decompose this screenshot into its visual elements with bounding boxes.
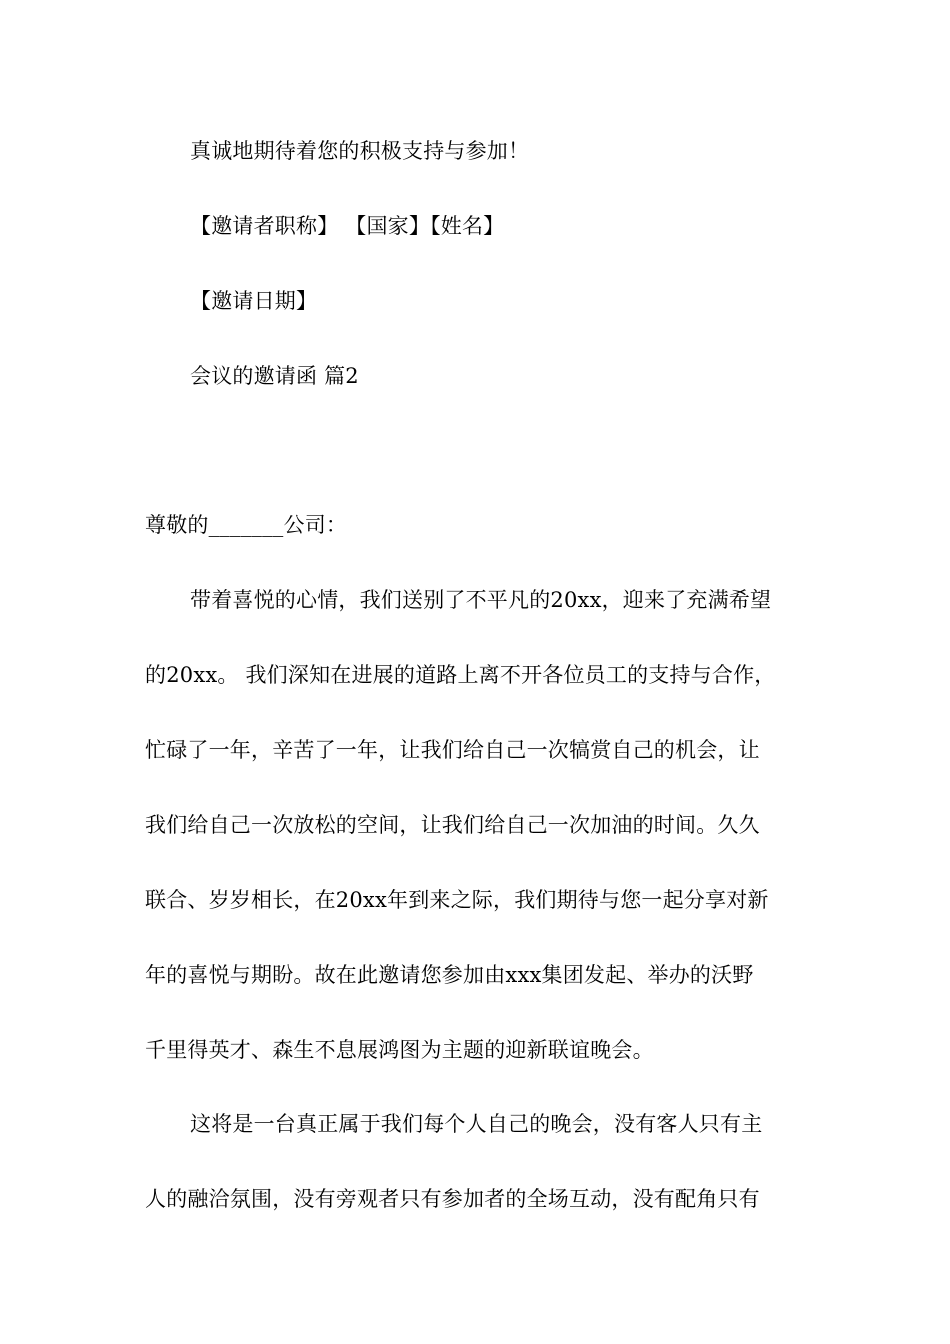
paragraph-line: 年的喜悦与期盼。故在此邀请您参加由xxx集团发起、举办的沃野	[145, 963, 754, 987]
signature-line: 【邀请者职称】 【国家】【姓名】	[190, 214, 505, 238]
paragraph-line: 忙碌了一年，辛苦了一年，让我们给自己一次犒赏自己的机会，让	[145, 738, 760, 762]
paragraph-line: 联合、岁岁相长，在20xx年到来之际，我们期待与您一起分享对新	[145, 888, 769, 912]
paragraph-line: 带着喜悦的心情，我们送别了不平凡的20xx，迎来了充满希望	[190, 588, 772, 612]
closing-wish: 真诚地期待着您的积极支持与参加！	[190, 139, 530, 163]
paragraph-line: 我们给自己一次放松的空间，让我们给自己一次加油的时间。久久	[145, 813, 760, 837]
paragraph-line: 千里得英才、森生不息展鸿图为主题的迎新联谊晚会。	[145, 1038, 654, 1062]
invitation-date: 【邀请日期】	[190, 289, 318, 313]
salutation: 尊敬的_______公司：	[145, 513, 348, 537]
section-heading: 会议的邀请函 篇2	[190, 364, 359, 388]
paragraph-line: 这将是一台真正属于我们每个人自己的晚会，没有客人只有主	[190, 1112, 763, 1136]
paragraph-line: 的20xx。 我们深知在进展的道路上离不开各位员工的支持与合作，	[145, 663, 776, 687]
paragraph-line: 人的融洽氛围，没有旁观者只有参加者的全场互动，没有配角只有	[145, 1187, 760, 1211]
